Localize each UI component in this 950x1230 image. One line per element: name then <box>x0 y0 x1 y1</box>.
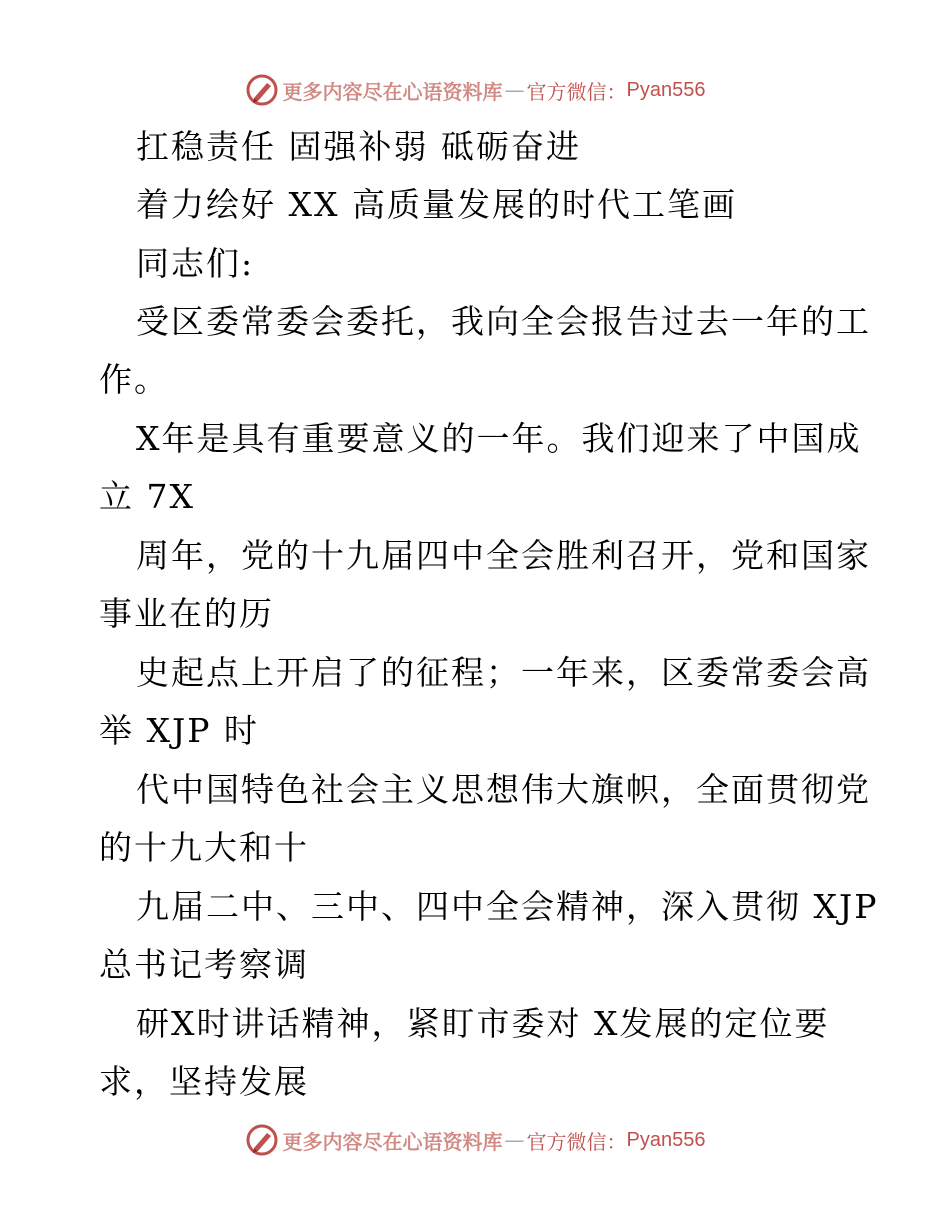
paragraph-line: 举 XJP 时 <box>99 711 259 750</box>
paragraph-line: X年是具有重要意义的一年。我们迎来了中国成 <box>136 419 862 458</box>
watermark-wechat-label: 官方微信： <box>526 79 627 104</box>
watermark-wechat-id: Pyan556 <box>626 78 706 101</box>
pen-logo-icon <box>245 73 279 107</box>
watermark-banner-bottom <box>0 1120 950 1160</box>
paragraph-line: 立 7X <box>99 477 195 516</box>
document-title: 扛稳责任 固强补弱 砥砺奋进 <box>136 127 581 166</box>
paragraph-line: 受区委常委会委托，我向全会报告过去一年的工 <box>136 302 871 341</box>
paragraph-line: 作。 <box>99 360 169 399</box>
paragraph-line: 周年，党的十九届四中全会胜利召开，党和国家 <box>136 536 871 575</box>
paragraph-line: 九届二中、三中、四中全会精神，深入贯彻 XJP <box>136 887 879 926</box>
paragraph-line: 史起点上开启了的征程；一年来，区委常委会高 <box>136 653 871 692</box>
watermark-dash: — <box>504 1128 525 1152</box>
watermark-main-text: 更多内容尽在心语资料库 <box>282 1129 503 1154</box>
paragraph-line: 代中国特色社会主义思想伟大旗帜，全面贯彻党 <box>136 770 871 809</box>
watermark-dash: — <box>504 78 525 102</box>
paragraph-line: 总书记考察调 <box>99 945 309 984</box>
paragraph-line: 研X时讲话精神，紧盯市委对 X发展的定位要 <box>136 1004 830 1043</box>
watermark-main-text: 更多内容尽在心语资料库 <box>282 79 503 104</box>
watermark-wechat-id: Pyan556 <box>626 1128 706 1151</box>
paragraph-line: 事业在的历 <box>99 594 274 633</box>
pen-logo-icon <box>245 1123 279 1157</box>
salutation: 同志们: <box>136 244 255 283</box>
document-subtitle: 着力绘好 XX 高质量发展的时代工笔画 <box>136 185 737 224</box>
paragraph-line: 求，坚持发展 <box>99 1062 309 1101</box>
watermark-wechat-label: 官方微信： <box>526 1129 627 1154</box>
watermark-banner-top <box>0 70 950 110</box>
paragraph-line: 的十九大和十 <box>99 828 309 867</box>
